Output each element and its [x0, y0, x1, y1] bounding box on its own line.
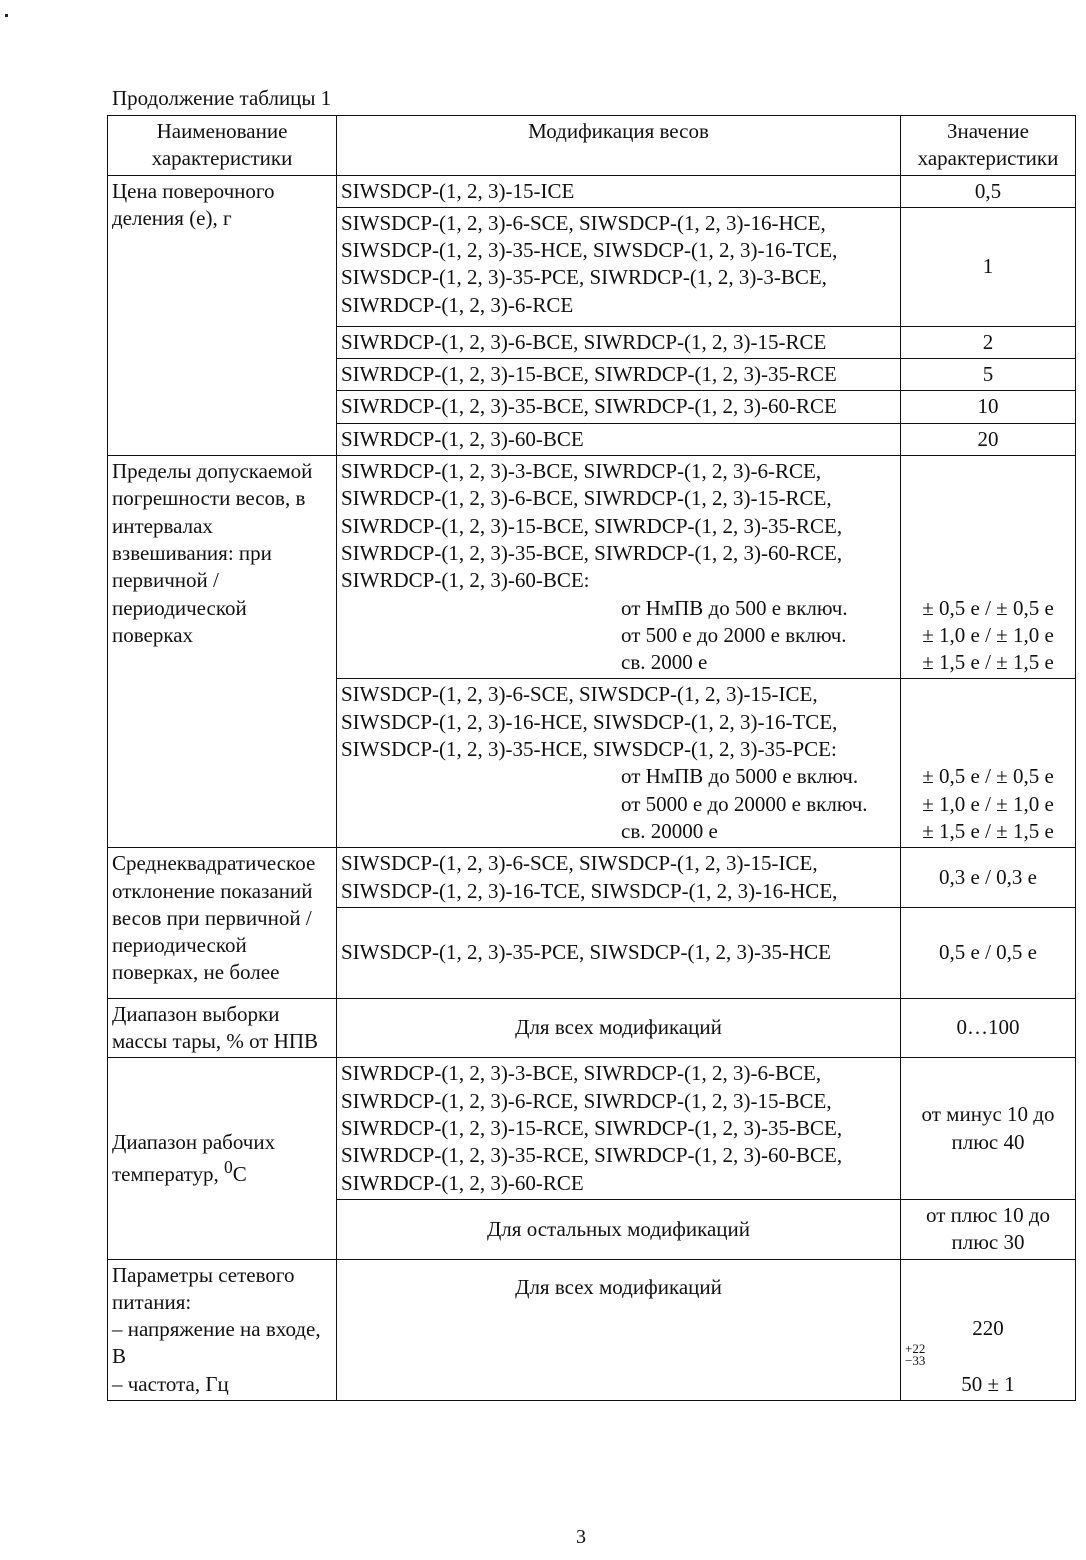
tare-mod: Для всех модификаций: [337, 998, 901, 1058]
price-val: 10: [901, 391, 1076, 423]
power-label-2: – напряжение на входе, В: [112, 1317, 321, 1369]
table-row: [108, 456, 1076, 679]
table-caption: Продолжение таблицы 1: [112, 86, 332, 110]
table-row: [108, 175, 1076, 207]
temp-label-degree: 0: [224, 1156, 233, 1177]
sko-label: Среднеквадратическое отклонение показаний весов при первичной / периодической поверках, не более: [108, 848, 337, 999]
limits-group2: [337, 679, 901, 848]
power-values: [901, 1259, 1076, 1400]
header-row: [108, 116, 1076, 176]
temp-label-unit: С: [232, 1161, 247, 1186]
limits-group2-value-2: ± 1,0 е / ± 1,0 е: [922, 791, 1054, 816]
limits-group1: [337, 456, 901, 679]
scan-mark: [5, 14, 8, 17]
table-row: [108, 998, 1076, 1058]
power-frequency: 50 ± 1: [961, 1371, 1015, 1396]
limits-group1-values: [901, 456, 1076, 679]
power-voltage: [905, 1315, 1071, 1366]
sko-val-1: 0,3 е / 0,3 е: [901, 848, 1076, 908]
price-label: Цена поверочного деления (е), г: [108, 175, 337, 455]
sko-mod-2: SIWSDCP-(1, 2, 3)-35-PCE, SIWSDCP-(1, 2, 3)-35-HCE: [337, 907, 901, 998]
table-row: [108, 1058, 1076, 1199]
sko-mod-1: SIWSDCP-(1, 2, 3)-6-SCE, SIWSDCP-(1, 2, 3)-15-ICE, SIWSDCP-(1, 2, 3)-16-TCE, SIWSDCP-(1, 2, 3)-16-HCE,: [337, 848, 901, 908]
temp-label: [108, 1058, 337, 1259]
limits-group1-range-2: от 500 е до 2000 е включ.: [621, 622, 847, 647]
limits-group2-value-1: ± 0,5 е / ± 0,5 е: [922, 764, 1054, 789]
header-value: Значение характеристики: [901, 116, 1076, 176]
price-mod: SIWSDCP-(1, 2, 3)-6-SCE, SIWSDCP-(1, 2, 3)-16-HCE, SIWSDCP-(1, 2, 3)-35-HCE, SIWSDCP-(1, 2, 3)-16-TCE, SIWSDCP-(1, 2, 3)-35-PCE, SIWRDCP-(1, 2, 3)-3-BCE, SIWRDCP-(1, 2, 3)-6-RCE: [337, 207, 901, 326]
power-label-1: Параметры сетевого питания:: [112, 1262, 295, 1314]
sko-val-2: 0,5 е / 0,5 е: [901, 907, 1076, 998]
temp-val-1: от минус 10 до плюс 40: [901, 1058, 1076, 1199]
temp-val-2: от плюс 10 до плюс 30: [901, 1199, 1076, 1259]
limits-label: Пределы допускаемой погрешности весов, в интервалах взвешивания: при первичной / периодической поверках: [108, 456, 337, 848]
temp-mod-2: Для остальных модификаций: [337, 1199, 901, 1259]
temp-mod-1: SIWRDCP-(1, 2, 3)-3-BCE, SIWRDCP-(1, 2, 3)-6-BCE, SIWRDCP-(1, 2, 3)-6-RCE, SIWRDCP-(1, 2, 3)-15-BCE, SIWRDCP-(1, 2, 3)-15-RCE, SIWRDCP-(1, 2, 3)-35-BCE, SIWRDCP-(1, 2, 3)-35-RCE, SIWRDCP-(1, 2, 3)-60-BCE, SIWRDCP-(1, 2, 3)-60-RCE: [337, 1058, 901, 1199]
limits-group1-range-1: от НмПВ до 500 е включ.: [621, 595, 848, 620]
power-label: [108, 1259, 337, 1400]
power-voltage-minus: −33: [905, 1352, 926, 1368]
temp-label-text: Диапазон рабочих температур,: [112, 1129, 276, 1186]
price-mod: SIWRDCP-(1, 2, 3)-60-BCE: [337, 423, 901, 455]
page-number: 3: [576, 1526, 586, 1548]
limits-group2-range-3: св. 20000 е: [621, 818, 718, 843]
price-val: 2: [901, 326, 1076, 358]
price-mod: SIWSDCP-(1, 2, 3)-15-ICE: [337, 175, 901, 207]
limits-group1-value-3: ± 1,5 е / ± 1,5 е: [922, 650, 1054, 675]
limits-group2-value-3: ± 1,5 е / ± 1,5 е: [922, 818, 1054, 843]
limits-group2-range-2: от 5000 е до 20000 е включ.: [621, 791, 868, 816]
price-val: 1: [901, 207, 1076, 326]
power-label-3: – частота, Гц: [112, 1371, 229, 1396]
price-val: 20: [901, 423, 1076, 455]
spec-table: [107, 115, 1076, 1401]
limits-group1-mods: SIWRDCP-(1, 2, 3)-3-BCE, SIWRDCP-(1, 2, 3)-6-RCE, SIWRDCP-(1, 2, 3)-6-BCE, SIWRDCP-(1, 2, 3)-15-RCE, SIWRDCP-(1, 2, 3)-15-BCE, SIWRDCP-(1, 2, 3)-35-RCE, SIWRDCP-(1, 2, 3)-35-BCE, SIWRDCP-(1, 2, 3)-60-RCE, SIWRDCP-(1, 2, 3)-60-BCE:: [341, 459, 843, 593]
limits-group1-range-3: св. 2000 е: [621, 650, 708, 675]
header-modification: Модификация весов: [337, 116, 901, 176]
limits-group2-range-1: от НмПВ до 5000 е включ.: [621, 764, 859, 789]
header-name: Наименование характеристики: [108, 116, 337, 176]
table-row: [108, 1259, 1076, 1400]
price-val: 5: [901, 359, 1076, 391]
limits-group1-value-2: ± 1,0 е / ± 1,0 е: [922, 622, 1054, 647]
power-voltage-tolerance: [905, 1340, 1071, 1368]
price-val: 0,5: [901, 175, 1076, 207]
tare-val: 0…100: [901, 998, 1076, 1058]
power-mod: Для всех модификаций: [337, 1259, 901, 1400]
price-mod: SIWRDCP-(1, 2, 3)-35-BCE, SIWRDCP-(1, 2, 3)-60-RCE: [337, 391, 901, 423]
tare-label: Диапазон выборки массы тары, % от НПВ: [108, 998, 337, 1058]
limits-group1-value-1: ± 0,5 е / ± 0,5 е: [922, 595, 1054, 620]
limits-group2-values: [901, 679, 1076, 848]
price-mod: SIWRDCP-(1, 2, 3)-15-BCE, SIWRDCP-(1, 2, 3)-35-RCE: [337, 359, 901, 391]
power-voltage-plus: +22: [905, 1340, 926, 1356]
limits-group2-mods: SIWSDCP-(1, 2, 3)-6-SCE, SIWSDCP-(1, 2, 3)-15-ICE, SIWSDCP-(1, 2, 3)-16-HCE, SIWSDCP-(1, 2, 3)-16-TCE, SIWSDCP-(1, 2, 3)-35-HCE, SIWSDCP-(1, 2, 3)-35-PCE:: [341, 682, 838, 762]
price-mod: SIWRDCP-(1, 2, 3)-6-BCE, SIWRDCP-(1, 2, 3)-15-RCE: [337, 326, 901, 358]
table-row: [108, 848, 1076, 908]
power-voltage-nominal: 220: [972, 1316, 1004, 1341]
